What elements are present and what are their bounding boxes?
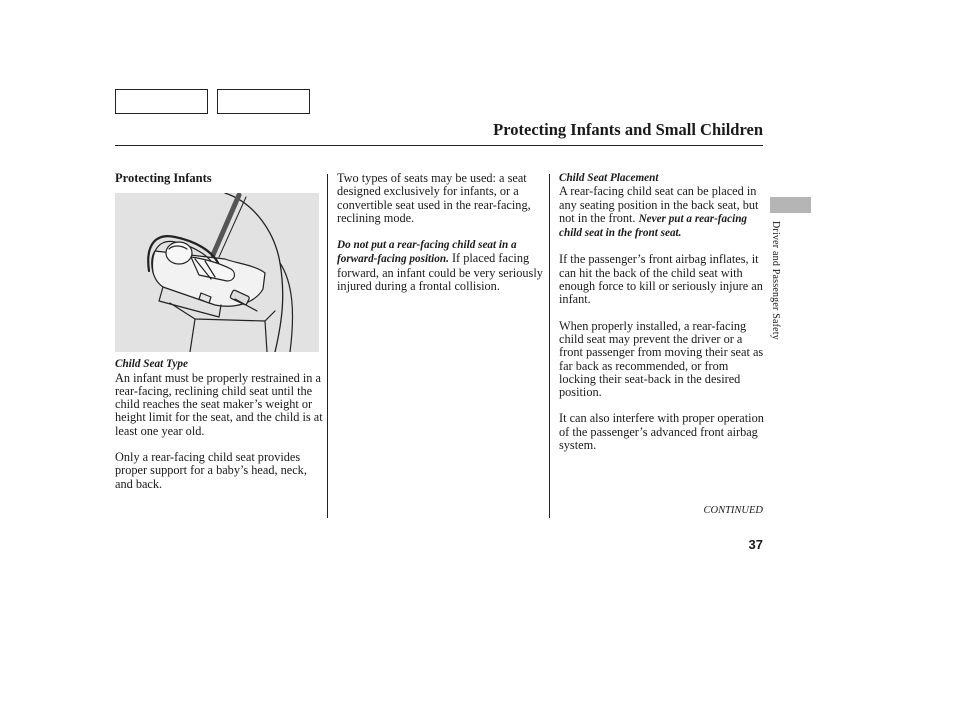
page-title: Protecting Infants and Small Children xyxy=(493,120,763,139)
warning-text: Never put a rear-facing child seat in the front seat. xyxy=(559,212,748,240)
paragraph-text: A rear-facing child seat can be placed in any seating position in the back seat, but not in the front. xyxy=(559,184,759,225)
paragraph: It can also interfere with proper operation of the passenger’s advanced front airbag system. xyxy=(559,411,764,453)
paragraph: Only a rear-facing child seat provides proper support for a baby’s head, neck, and back. xyxy=(115,450,307,491)
section-tab xyxy=(770,197,811,213)
column-left xyxy=(115,172,323,504)
paragraph-text: If placed facing forward, an infant could be very seriously injured during a frontal collision. xyxy=(337,251,543,294)
nav-button-next[interactable] xyxy=(217,89,310,114)
paragraph: If the passenger’s front airbag inflates, it can hit the back of the child seat with enough force to kill or seriously injure an infant. xyxy=(559,252,763,307)
title-rule xyxy=(115,145,763,146)
warning-text: Do not put a rear-facing child seat in a forward-facing position. xyxy=(337,239,517,266)
nav-button-prev[interactable] xyxy=(115,89,208,114)
section-side-label: Driver and Passenger Safety xyxy=(770,221,781,340)
continued-label: CONTINUED xyxy=(703,505,763,516)
infant-seat-illustration xyxy=(115,193,319,352)
column-divider-2 xyxy=(549,174,550,518)
paragraph: An infant must be properly restrained in a rear-facing, reclining child seat until the child reaches the seat maker’s weight or height limit for the seat, and the child is at least one year old. xyxy=(115,370,323,438)
page-number: 37 xyxy=(748,537,763,552)
warning-paragraph xyxy=(559,185,765,240)
column-right xyxy=(559,172,765,465)
column-middle xyxy=(337,172,544,306)
paragraph: When properly installed, a rear-facing child seat may prevent the driver or a front passenger from moving their seat as far back as recommended, or from locking their seat-back in the desired position. xyxy=(559,318,764,400)
warning-paragraph xyxy=(337,238,544,293)
section-heading: Protecting Infants xyxy=(115,171,212,185)
subheading-child-seat-placement: Child Seat Placement xyxy=(559,172,659,184)
subheading-child-seat-type: Child Seat Type xyxy=(115,358,188,371)
paragraph: Two types of seats may be used: a seat designed exclusively for infants, or a convertible seat used in the rear-facing, reclining mode. xyxy=(337,171,531,225)
column-divider-1 xyxy=(327,174,328,518)
